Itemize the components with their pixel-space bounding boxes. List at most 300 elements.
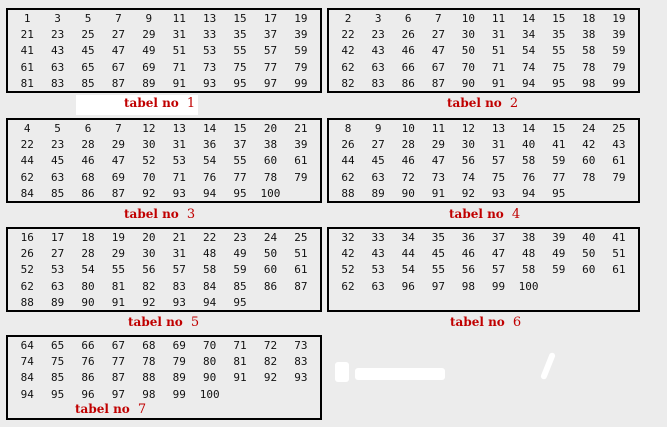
table-cell: 13 [491,122,506,135]
table-cell: 84 [203,279,217,293]
table-cell: 79 [294,170,308,184]
table-cell: 90 [81,295,95,309]
table-2-number: 2 [509,96,519,111]
table-cell: 68 [81,170,95,184]
table-cell: 99 [491,279,506,293]
table-cell [286,187,316,201]
table-cell: 25 [294,231,308,244]
table-row [12,154,316,168]
table-cell: 14 [203,122,217,135]
table-cell: 97 [111,387,126,401]
table-row [333,247,634,261]
table-row [333,138,634,152]
table-cell: 9 [374,122,382,135]
table-cell: 18 [81,231,95,244]
table-cell: 84 [20,371,34,385]
table-cell: 59 [552,154,566,168]
table-cell: 58 [582,44,596,58]
table-cell: 15 [233,12,247,25]
table-cell: 61 [294,154,308,168]
table-1-label-text: tabel no [124,96,179,110]
table-cell: 13 [203,12,217,25]
table-row [333,77,634,91]
table-row [333,12,634,26]
table-4 [327,118,640,203]
table-cell: 27 [50,247,65,261]
table-cell: 88 [20,295,34,309]
table-cell: 89 [50,295,65,309]
table-cell: 55 [431,263,445,277]
table-cell: 53 [50,263,65,277]
table-cell: 100 [518,279,539,293]
table-cell: 70 [461,60,476,74]
table-cell: 79 [612,60,626,74]
table-cell: 22 [20,138,34,152]
table-cell: 66 [81,339,95,352]
table-cell: 23 [50,28,65,42]
table-cell: 26 [401,28,415,42]
table-cell: 71 [172,60,186,74]
table-cell: 60 [263,154,278,168]
table-row [12,280,316,294]
table-cell: 79 [294,60,308,74]
table-cell: 77 [111,355,126,369]
table-cell: 91 [431,186,445,200]
table-cell: 21 [20,28,34,42]
table-cell: 83 [172,279,186,293]
table-6-label-text: tabel no [450,315,505,329]
table-row [333,231,634,245]
table-cell: 59 [612,44,626,58]
table-row [12,247,316,261]
table-cell: 38 [582,28,596,42]
table-cell: 73 [294,339,308,352]
table-cell: 46 [401,154,415,168]
table-cell: 39 [552,231,566,244]
table-cell: 56 [461,263,476,277]
table-cell: 58 [203,263,217,277]
table-cell: 99 [172,387,186,401]
table-cell: 81 [20,76,34,90]
table-4-label-text: tabel no [449,207,504,221]
table-cell: 19 [111,231,126,244]
table-cell: 38 [263,138,278,152]
table-cell [286,388,316,402]
table-cell: 82 [142,279,156,293]
table-cell: 91 [172,76,186,90]
table-cell: 54 [203,154,217,168]
table-cell: 60 [263,263,278,277]
white-smudge [540,352,556,380]
table-cell: 27 [371,138,385,152]
table-cell: 63 [50,170,65,184]
table-cell: 39 [612,28,626,42]
table-cell: 33 [371,231,385,244]
table-cell: 9 [145,12,153,25]
table-cell: 21 [294,122,308,135]
table-cell: 1 [23,12,31,25]
table-cell: 52 [20,263,34,277]
table-cell: 69 [142,60,156,74]
table-cell: 77 [263,60,278,74]
table-cell: 32 [341,231,355,244]
table-cell: 11 [491,12,506,25]
table-cell: 78 [263,170,278,184]
table-cell: 74 [20,355,34,369]
table-cell: 12 [142,122,156,135]
table-cell: 19 [294,12,308,25]
table-row [333,154,634,168]
table-cell: 41 [20,44,34,58]
table-5-label-text: tabel no [128,315,183,329]
table-cell [604,280,634,294]
table-cell: 70 [142,170,156,184]
table-cell: 37 [263,28,278,42]
table-cell: 60 [582,263,596,277]
table-cell: 43 [612,138,626,152]
table-cell: 20 [142,231,156,244]
table-cell: 92 [142,186,156,200]
table-row [12,122,316,136]
table-cell: 34 [521,28,536,42]
table-cell: 87 [294,279,308,293]
table-cell: 71 [491,60,506,74]
table-cell [225,388,255,402]
table-cell: 64 [20,339,34,352]
table-1 [6,8,322,93]
table-cell: 74 [521,60,536,74]
table-cell: 30 [142,138,156,152]
table-cell: 83 [294,355,308,369]
table-cell: 92 [461,186,476,200]
table-cell: 94 [521,186,536,200]
table-cell: 98 [582,76,596,90]
table-cell: 76 [521,170,536,184]
table-cell: 15 [552,12,566,25]
table-5-label [128,314,199,331]
table-cell: 21 [172,231,186,244]
table-cell [544,280,574,294]
table-7 [6,335,322,420]
table-cell: 89 [172,371,186,385]
table-cell: 55 [233,44,247,58]
table-cell: 100 [199,387,220,401]
table-cell: 7 [115,12,122,25]
table-cell: 41 [612,231,626,244]
table-cell: 75 [491,170,506,184]
table-2-label [447,95,518,112]
table-cell: 36 [461,231,476,244]
table-cell: 50 [582,247,596,261]
table-cell: 22 [341,28,355,42]
table-cell: 54 [81,263,95,277]
table-cell: 58 [521,263,536,277]
table-cell: 14 [521,122,536,135]
table-cell: 30 [142,247,156,261]
table-cell: 29 [111,247,126,261]
table-cell: 63 [371,170,385,184]
table-cell: 49 [142,44,156,58]
table-cell: 43 [50,44,65,58]
table-cell: 86 [401,76,415,90]
table-cell: 61 [612,154,626,168]
table-1-label [124,95,195,112]
table-cell: 82 [341,76,355,90]
table-cell: 51 [294,247,308,261]
table-row [12,61,316,75]
table-cell: 81 [233,355,247,369]
table-cell: 44 [341,154,355,168]
table-cell: 63 [371,60,385,74]
table-cell: 80 [203,355,217,369]
table-cell: 59 [233,263,247,277]
table-cell: 54 [401,263,415,277]
table-cell: 55 [233,154,247,168]
table-cell: 87 [431,76,445,90]
table-cell: 48 [521,247,536,261]
table-cell: 53 [371,263,385,277]
table-cell: 65 [81,60,95,74]
table-cell: 68 [142,339,156,352]
table-row [12,355,316,369]
table-cell: 95 [233,76,247,90]
table-cell: 88 [341,186,355,200]
table-cell: 59 [552,263,566,277]
table-row [12,77,316,91]
table-cell: 95 [233,186,247,200]
table-row [333,280,634,294]
table-cell: 92 [142,295,156,309]
table-cell: 44 [401,247,415,261]
table-cell: 45 [371,154,385,168]
table-cell: 74 [461,170,476,184]
table-cell: 47 [431,44,445,58]
table-cell: 77 [552,170,566,184]
table-cell: 90 [401,186,415,200]
table-7-label-text: tabel no [75,402,130,416]
table-row [333,28,634,42]
table-row [12,187,316,201]
table-6-label [450,314,521,331]
table-cell: 46 [401,44,415,58]
table-cell: 47 [491,247,506,261]
table-cell: 85 [233,279,247,293]
table-cell: 18 [582,12,596,25]
table-row [12,371,316,385]
table-cell: 61 [294,263,308,277]
table-cell: 83 [50,76,65,90]
table-row [333,187,634,201]
table-cell: 8 [344,122,352,135]
table-cell: 37 [233,138,247,152]
table-cell: 99 [294,76,308,90]
table-cell: 76 [203,170,217,184]
table-cell: 31 [172,138,186,152]
table-cell: 3 [374,12,382,25]
table-cell: 56 [461,154,476,168]
table-cell: 39 [294,138,308,152]
table-3-label-text: tabel no [124,207,179,221]
table-cell: 25 [612,122,626,135]
table-cell: 88 [142,371,156,385]
table-cell: 91 [491,76,506,90]
table-cell: 53 [172,154,186,168]
table-cell: 42 [341,44,355,58]
table-cell: 62 [20,279,34,293]
table-cell: 87 [111,76,126,90]
table-cell: 94 [521,76,536,90]
table-cell: 95 [50,387,65,401]
table-row [12,339,316,353]
table-3-number: 3 [186,207,196,222]
table-row [333,44,634,58]
table-row [333,263,634,277]
table-cell: 100 [260,186,281,200]
table-cell: 5 [84,12,92,25]
table-row [12,171,316,185]
table-cell: 53 [203,44,217,58]
table-cell: 6 [404,12,412,25]
table-cell: 5 [54,122,61,135]
table-cell: 89 [371,186,385,200]
table-cell: 51 [612,247,626,261]
table-cell: 55 [552,44,566,58]
table-row [12,12,316,26]
table-row [12,231,316,245]
table-3 [6,118,322,203]
table-cell: 15 [552,122,566,135]
table-cell: 43 [371,44,385,58]
table-cell: 29 [142,28,156,42]
table-cell: 92 [263,371,278,385]
table-cell: 29 [431,138,445,152]
table-cell: 17 [263,12,278,25]
table-cell: 95 [233,295,247,309]
table-cell: 35 [431,231,445,244]
table-cell: 50 [461,44,476,58]
table-cell: 24 [582,122,596,135]
table-cell: 91 [111,295,126,309]
table-cell: 3 [54,12,61,25]
table-cell: 71 [233,339,247,352]
table-cell: 2 [344,12,352,25]
table-cell: 56 [142,263,156,277]
table-row [12,28,316,42]
table-cell: 50 [263,247,278,261]
table-cell: 7 [115,122,122,135]
table-cell: 63 [50,60,65,74]
table-cell: 61 [612,263,626,277]
table-cell: 93 [203,76,217,90]
table-cell: 40 [582,231,596,244]
table-cell: 30 [461,28,476,42]
table-cell: 95 [552,76,566,90]
table-cell: 6 [84,122,92,135]
table-cell: 41 [552,138,566,152]
table-cell: 86 [263,279,278,293]
table-cell: 47 [431,154,445,168]
table-cell: 72 [263,339,278,352]
table-cell: 31 [491,28,506,42]
table-row [12,263,316,277]
table-cell: 49 [552,247,566,261]
table-5 [6,227,322,312]
table-cell: 31 [491,138,506,152]
table-cell: 42 [341,247,355,261]
table-cell: 63 [371,279,385,293]
table-cell: 85 [50,371,65,385]
white-smudge [335,362,349,382]
table-row [333,171,634,185]
table-cell: 82 [263,355,278,369]
table-cell: 90 [203,371,217,385]
table-7-label [75,401,146,418]
table-cell: 87 [111,186,126,200]
table-cell: 35 [233,28,247,42]
table-cell: 67 [111,60,126,74]
table-cell: 12 [461,122,476,135]
table-cell: 91 [233,371,247,385]
table-cell: 29 [111,138,126,152]
table-cell: 70 [203,339,217,352]
table-cell: 94 [20,387,34,401]
table-cell: 38 [521,231,536,244]
table-cell: 86 [81,186,95,200]
table-cell: 58 [521,154,536,168]
table-cell: 20 [263,122,278,135]
table-cell: 14 [521,12,536,25]
table-cell: 55 [111,263,126,277]
table-cell: 48 [203,247,217,261]
table-cell: 84 [20,186,34,200]
table-cell: 83 [371,76,385,90]
table-cell: 85 [50,186,65,200]
table-cell: 23 [233,231,247,244]
table-cell: 81 [111,279,126,293]
table-cell: 79 [612,170,626,184]
table-cell: 46 [81,154,95,168]
table-cell: 54 [521,44,536,58]
table-row [12,44,316,58]
table-cell: 33 [203,28,217,42]
table-cell: 16 [20,231,34,244]
table-row [333,61,634,75]
table-row [12,138,316,152]
table-cell: 66 [401,60,415,74]
table-cell: 63 [50,279,65,293]
table-cell: 43 [371,247,385,261]
table-cell: 57 [491,154,506,168]
table-cell: 28 [81,138,95,152]
table-4-label [449,206,520,223]
table-cell: 24 [263,231,278,244]
table-cell: 35 [552,28,566,42]
table-cell: 76 [81,355,95,369]
table-cell: 40 [521,138,536,152]
table-cell: 11 [431,122,445,135]
table-cell: 94 [203,295,217,309]
table-cell: 31 [172,28,186,42]
table-cell: 87 [111,371,126,385]
table-3-label [124,206,195,223]
table-cell: 52 [142,154,156,168]
table-cell: 98 [461,279,476,293]
table-cell [574,187,604,201]
table-cell: 73 [431,170,445,184]
table-cell: 62 [341,170,355,184]
table-cell: 67 [111,339,126,352]
table-cell: 49 [233,247,247,261]
